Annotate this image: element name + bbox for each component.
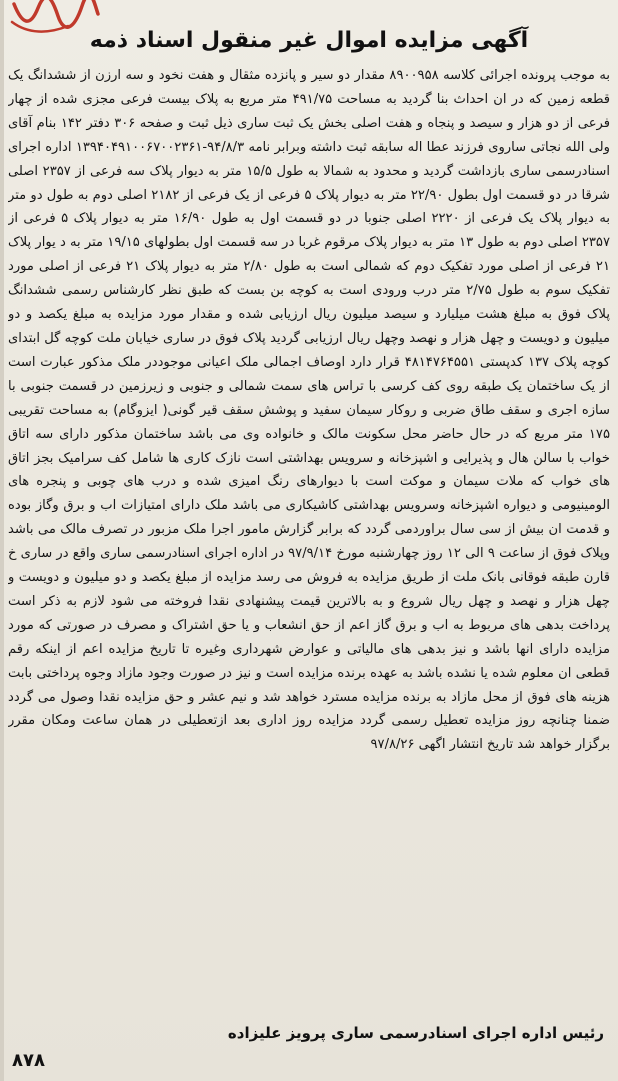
clipping-edge [0,0,4,1081]
notice-signature: رئیس اداره اجرای اسنادرسمی ساری پرویز علیزاده [227,1024,604,1042]
notice-body: به موجب پرونده اجرائی کلاسه ۸۹۰۰۹۵۸ مقدار دو سیر و پانزده مثقال و هفت نخود و سه ارزن از ششدانگ یک قطعه زمین که در ان احداث بنا گردید به مساحت ۴۹۱/۷۵ متر مربع به پلاک بیست فرعی مجزی شده از چهار فرعی از دو هزار و سیصد و پنجاه و هفت اصلی بخش یک ثبت ساری ذیل ثبت و صفحه ۳۰۶ دفتر ۱۴۲ بنام آقای ولی الله نجاتی ساروی فرزند عطا اله سابقه ثبت داشته وبرابر نامه ۹۴/۸/۳-۱۳۹۴۰۴۹۱۰۰۶۷۰۰۲۳۶۱ اداره اجرای اسنادرسمی ساری بازداشت گردید و محدود به شمالا به طول ۱۵/۵ متر به دیوار پلاک سه فرعی از ۲۳۵۷ اصلی شرقا در دو قسمت اول بطول ۲۲/۹۰ متر به دیوار پلاک ۵ فرعی از یک فرعی از ۲۱۸۲ اصلی دوم به طول دو متر به دیوار پلاک یک فرعی از ۲۲۲۰ اصلی جنوبا در دو قسمت اول به طول ۱۶/۹۰ متر به دیوار پلاک ۵ فرعی از ۲۳۵۷ اصلی دوم به طول ۱۳ متر به دیوار پلاک مرقوم غربا در سه قسمت اول بطولهای ۱۹/۱۵ متر به د یوار پلاک ۲۱ فرعی از اصلی مورد تفکیک دوم که شمالی است به طول ۲/۸۰ متر به دیوار پلاک ۲۱ فرعی از اصلی مورد تفکیک سوم به طول ۲/۷۵ متر درب ورودی است به کوچه بن بست که طبق نظر کارشناس رسمی ششدانگ پلاک فوق به مبلغ هشت میلیارد و سیصد میلیون ریال ارزیابی شده و مقدار مورد مزایده به مبلغ یکصد و دو میلیون و دویست و چهل هزار و نهصد وچهل ریال ارزیابی گردید پلاک فوق در ساری خیابان ملت کوچه گل ابتدای کوچه پلاک ۱۳۷ کدپستی ۴۸۱۴۷۶۴۵۵۱ قرار دارد اوصاف اجمالی ملک اعیانی موجوددر ملک مذکور عبارت است از یک ساختمان یک طبقه روی کف کرسی با تراس های سمت شمالی و جنوبی و زیرزمین در قسمت جنوبی با سازه اجری و سقف طاق ضربی و روکار سیمان سفید و پوشش سقف قیر گونی( ایزوگام) به مساحت تقریبی ۱۷۵ متر مربع که در حال حاضر محل سکونت مالک و خانواده وی می باشد ساختمان مذکور دارای سه اتاق خواب با سالن هال و پذیرایی و اشپزخانه و سرویس بهداشتی است نازک کاری ها شامل کف سرامیک بجز اتاق های خواب که ملات سیمان و موکت است با دیوارهای رنگ امیزی شده و درب های چوبی و پنجره های الومینیومی و دیواره اشپزخانه وسرویس بهداشتی کاشیکاری می باشد ملک دارای امتیازات اب و برق وگاز بوده و قدمت ان بیش از سی سال براوردمی گردد که برابر گزارش مامور اجرا ملک مزبور در تصرف مالک می باشد وپلاک فوق از ساعت ۹ الی ۱۲ روز چهارشنبه مورخ ۹۷/۹/۱۴ در اداره اجرای اسنادرسمی ساری واقع در ساری خ قارن طبقه فوقانی بانک ملت از طریق مزایده به فروش می رسد مزایده از مبلغ یکصد و دو میلیون و دویست و چهل هزار و نهصد و چهل ریال شروع و به بالاترین قیمت پیشنهادی نقدا فروخته می شود لازم به ذکر است پرداخت بدهی های مربوط به اب و برق گاز اعم از حق انشعاب و یا حق اشتراک و مصرف در صورتی که مورد مزایده دارای انها باشد و نیز بدهی های مالیاتی و عوارض شهرداری وغیره تا تاریخ مزایده اعم از اینکه رقم قطعی ان معلوم شده یا نشده باشد به عهده برنده مزایده است و نیز در صورت وجود مازاد وجوه پرداختی بابت هزینه های فوق از محل مازاد به برنده مزایده مسترد خواهد شد و نیم عشر و حق مزایده نقدا وصول می گردد ضمنا چنانچه روز مزایده تعطیل رسمی گردد مزایده روز اداری بعد ازتعطیلی در همان ساعت ومکان مقرر برگزار خواهد شد تاریخ انتشار اگهی ۹۷/۸/۲۶ [8,68,610,753]
notice-code: ۸۷۸ [12,1050,45,1071]
notice-title: آگهی مزایده اموال غیر منقول اسناد ذمه [89,28,529,53]
